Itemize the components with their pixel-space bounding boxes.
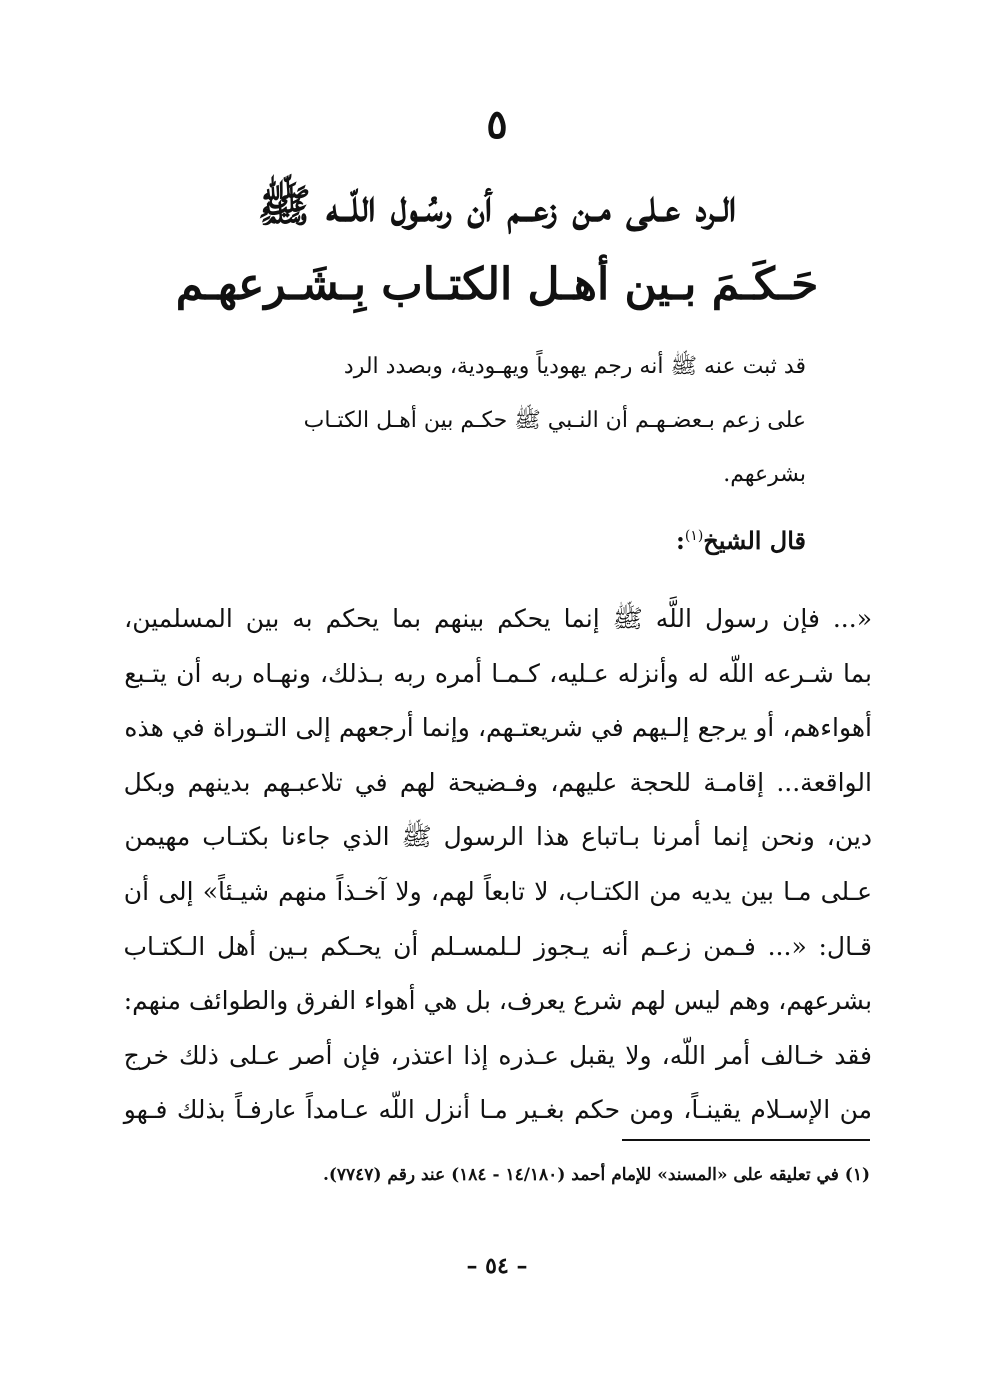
body-line: بما شـرعه اللّه له وأنزله عـليه، كـمـا أمره ربه بـذلك، ونهـاه ربه أن يتـبع <box>124 658 872 688</box>
quoted-body-text <box>124 592 872 1138</box>
sheikh-heading-text: قال الشيخ <box>703 526 806 555</box>
body-line: «... فإن رسول اللَّه ﷺ إنما يحكم بينهم بما يحكم به بين المسلمين، <box>124 604 872 633</box>
page-number: – ٥٤ – <box>466 1253 528 1279</box>
body-line: من الإسـلام يقينـاً، ومن حكم بغـير مـا أنزل اللّه عـامداً عارفـاً بذلك فـهو <box>123 1095 872 1125</box>
chapter-title-line-1: الـرد عـلى مـن زعــم أن رسُـول اللّــه ﷺ <box>257 181 737 232</box>
body-line: دين، ونحن إنما أمرنا بـاتباع هذا الرسول ﷺ الذي جاءنا بكتـاب مهيمن <box>124 822 872 852</box>
intro-line-3: بشرعهم. <box>723 462 806 487</box>
sheikh-heading-colon: : <box>675 526 685 555</box>
body-line: عـلى مـا بين يديه من الكتـاب، لا تابعاً لهم، ولا آخـذاً منهم شيـئاً» إلى أن <box>123 876 872 906</box>
intro-line-1: قد ثبت عنه ﷺ أنه رجم يهودياً ويهـودية، وبصدد الرد <box>343 354 806 379</box>
footnote: (١) في تعليقه على «المسند» للإمام أحمد (١٤/١٨٠ - ١٨٤) عند رقم (٧٧٤٧). <box>322 1165 870 1185</box>
body-line: بشرعهم، وهم ليس لهم شرع يعرف، بل هي أهواء الفرق والطوائف منهم: <box>123 986 872 1016</box>
sheikh-heading <box>420 514 806 563</box>
body-line: أهواءهم، أو يرجع إلـيهم في شريعتـهم، وإنما أرجعهم إلى التـوراة في هذه <box>124 713 872 743</box>
chapter-number: ٥ <box>486 101 508 148</box>
chapter-title <box>120 168 874 324</box>
body-line: قـال: «... فـمن زعـم أنه يـجوز لـلمسـلم أن يحـكم بـين أهل الـكتـاب <box>123 931 872 961</box>
footnote-divider <box>622 1139 870 1141</box>
body-line: فقد خـالف أمر اللّه، ولا يقبل عـذره إذا اعتذر، فإن أصر عـلى ذلك خرج <box>123 1040 872 1070</box>
footnote-reference: (١) <box>684 528 704 544</box>
chapter-introduction <box>236 340 806 502</box>
body-line: الواقعة... إقامـة للحجة عليهم، وفـضيحة لهم في تلاعبـهم بدينهم وبكل <box>123 767 872 797</box>
intro-line-2: على زعم بـعضـهـم أن النـبي ﷺ حكـم بين أهـل الكتـاب <box>303 408 806 433</box>
chapter-title-line-2: حَـكَـمَ بـين أهـل الكتـاب بِـشَـرعهـم <box>175 259 819 310</box>
